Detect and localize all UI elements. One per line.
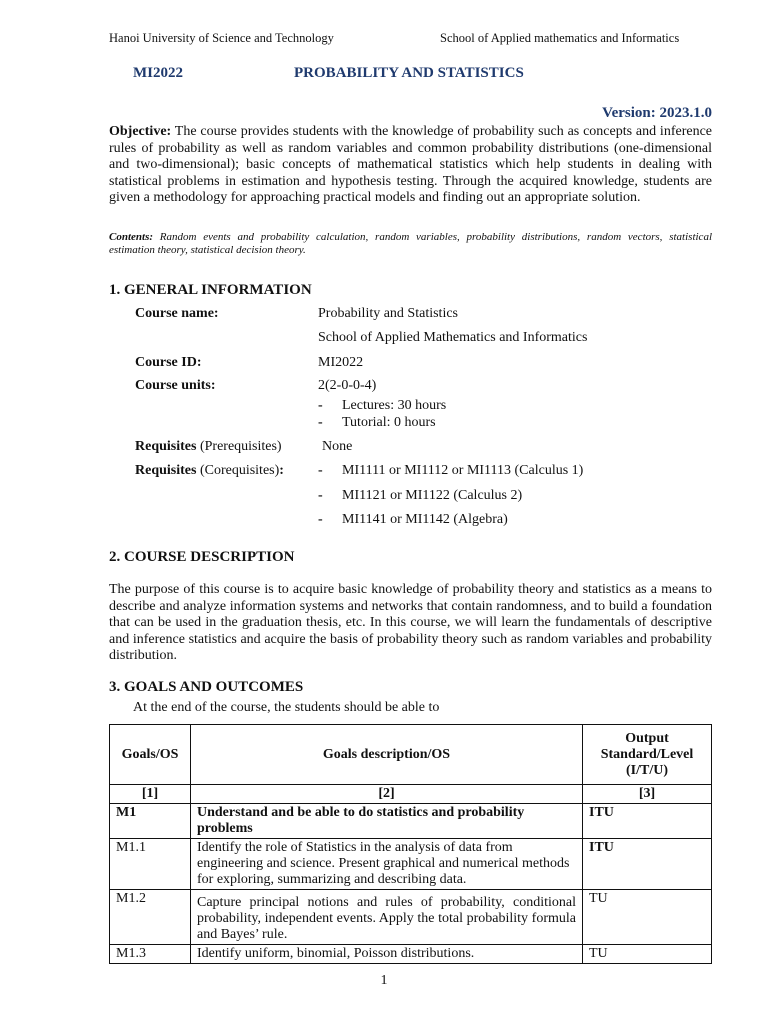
school-value: School of Applied Mathematics and Informatics xyxy=(318,330,588,345)
prerequisites-value: None xyxy=(322,439,353,454)
goal-level: TU xyxy=(583,945,712,964)
coreq-item xyxy=(318,512,508,528)
goal-level: ITU xyxy=(583,804,712,839)
table-number-row xyxy=(110,785,712,804)
goals-intro: At the end of the course, the students should be able to xyxy=(133,700,440,715)
objective-paragraph xyxy=(109,124,712,207)
course-code: MI2022 xyxy=(133,65,183,81)
goal-level: TU xyxy=(583,890,712,945)
section-general-information-heading: 1. GENERAL INFORMATION xyxy=(109,282,312,298)
table-header-row xyxy=(110,725,712,785)
coreq-item-text: MI1141 or MI1142 (Algebra) xyxy=(342,512,508,527)
page-title: PROBABILITY AND STATISTICS xyxy=(294,65,524,81)
objective-text: The course provides students with the knowledge of probability such as concepts and inference rules of probability as well as random variables and common probability distributions (one-dimensional and two-dimensional); basic concepts of mathematical statistics which help students in dealing with statistical problems in estimation and hypothesis testing. Through the acquired knowledge, students are given a methodology for approaching practical models and finding out an appropriate solution. xyxy=(109,124,712,205)
prerequisites-sub: (Prerequisites) xyxy=(196,439,282,454)
table-row xyxy=(110,804,712,839)
header-school: School of Applied mathematics and Informatics xyxy=(440,31,680,45)
units-item xyxy=(318,415,436,431)
col-number: [2] xyxy=(191,785,583,804)
coreq-item xyxy=(318,463,583,479)
coreq-item-text: MI1121 or MI1122 (Calculus 2) xyxy=(342,488,523,503)
table-row xyxy=(110,945,712,964)
header-description: Goals description/OS xyxy=(191,725,583,785)
contents-label: Contents: xyxy=(109,231,154,243)
course-name-label: Course name: xyxy=(135,306,219,321)
goal-id: M1.1 xyxy=(110,839,191,890)
course-units-label: Course units: xyxy=(135,378,216,393)
section-course-description-heading: 2. COURSE DESCRIPTION xyxy=(109,549,295,565)
objective-label: Objective: xyxy=(109,124,172,139)
requisites-word: Requisites xyxy=(135,439,197,454)
course-name-value: Probability and Statistics xyxy=(318,306,458,321)
dash: - xyxy=(318,512,323,527)
contents-paragraph xyxy=(109,231,712,257)
goal-id: M1.3 xyxy=(110,945,191,964)
units-item xyxy=(318,398,446,414)
col-number: [1] xyxy=(110,785,191,804)
dash: - xyxy=(318,398,323,413)
goal-description: Identify the role of Statistics in the analysis of data from engineering and science. Present graphical and numerical methods for exploring, summarizing and describing data. xyxy=(191,839,583,890)
goal-description: Understand and be able to do statistics and probability problems xyxy=(191,804,583,839)
version-label: Version: 2023.1.0 xyxy=(602,105,712,121)
page-number: 1 xyxy=(380,973,388,988)
corequisites-label xyxy=(135,463,284,479)
requisites-word: Requisites xyxy=(135,463,197,478)
dash: - xyxy=(318,415,323,430)
coreq-item xyxy=(318,488,522,504)
col-number: [3] xyxy=(583,785,712,804)
dash: - xyxy=(318,488,323,503)
header-output-standard: Output Standard/Level (I/T/U) xyxy=(583,725,712,785)
course-id-label: Course ID: xyxy=(135,355,202,370)
goal-id: M1 xyxy=(110,804,191,839)
coreq-item-text: MI1111 or MI1112 or MI1113 (Calculus 1) xyxy=(342,463,584,478)
table-row xyxy=(110,839,712,890)
section-goals-outcomes-heading: 3. GOALS AND OUTCOMES xyxy=(109,679,304,695)
goal-level: ITU xyxy=(583,839,712,890)
table-row xyxy=(110,890,712,945)
goal-description: Identify uniform, binomial, Poisson distributions. xyxy=(191,945,583,964)
goal-id: M1.2 xyxy=(110,890,191,945)
units-item-text: Lectures: 30 hours xyxy=(342,398,447,413)
goal-description: Capture principal notions and rules of probability, conditional probability, independent events. Apply the total probability formula and Bayes’ rule. xyxy=(191,890,583,945)
units-item-text: Tutorial: 0 hours xyxy=(342,415,436,430)
header-goals: Goals/OS xyxy=(110,725,191,785)
contents-text: Random events and probability calculation, random variables, probability distributions, random vectors, statistical estimation theory, statistical decision theory. xyxy=(109,231,712,256)
course-description-paragraph: The purpose of this course is to acquire basic knowledge of probability theory and statistics as a means to describe and analyze information systems and networks that contain randomness, and to build a foundation that can be used in the graduation thesis, etc. In this course, we will learn the fundamentals of descriptive and inference statistics and acquire the basis of probability theory such as random variables and probability distribution. xyxy=(109,582,712,663)
dash: - xyxy=(318,463,323,478)
prerequisites-label xyxy=(135,439,282,455)
course-units-value: 2(2-0-0-4) xyxy=(318,378,377,393)
corequisites-sub: (Corequisites) xyxy=(196,463,280,478)
header-university: Hanoi University of Science and Technology xyxy=(109,31,334,45)
corequisites-colon: : xyxy=(279,463,284,478)
goals-table xyxy=(109,724,712,964)
course-id-value: MI2022 xyxy=(318,355,364,370)
